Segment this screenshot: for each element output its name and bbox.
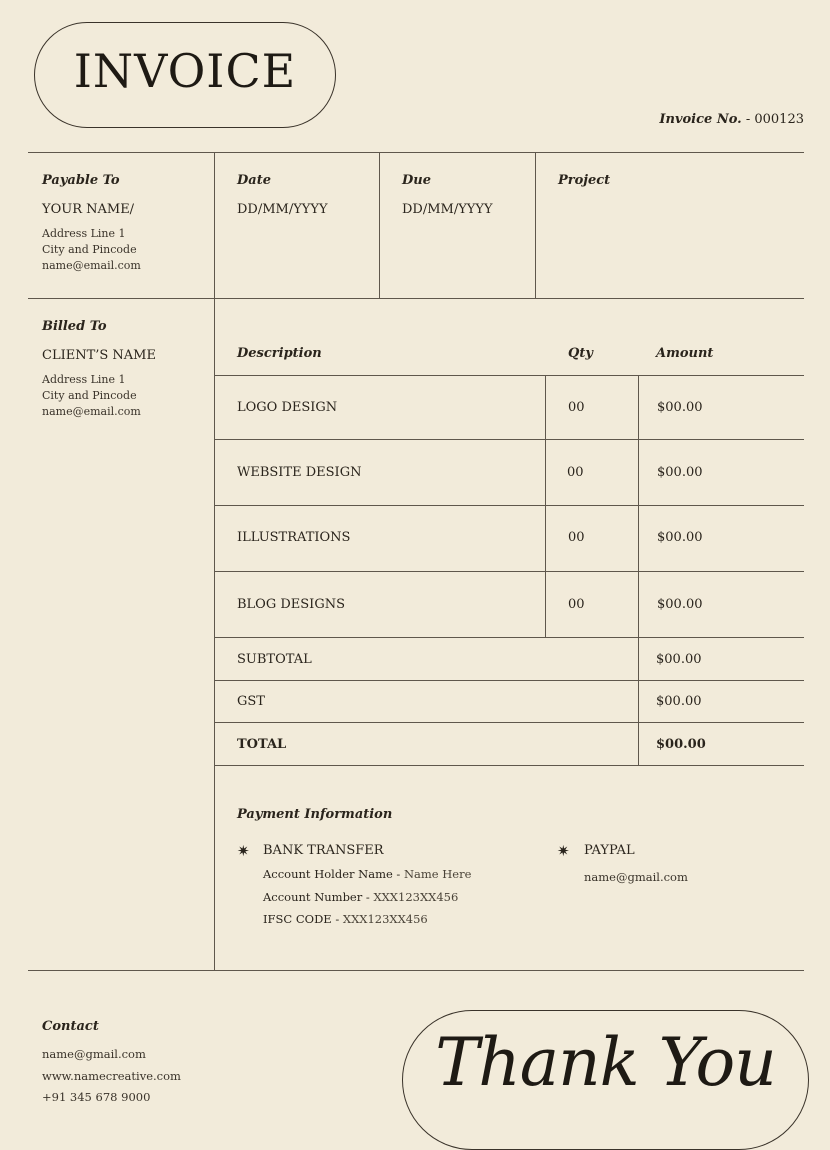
divider: [214, 637, 804, 638]
divider: [214, 680, 804, 681]
payable-to-label: Payable To: [42, 173, 120, 188]
divider: [28, 298, 804, 299]
subtotal-value: $00.00: [656, 652, 702, 667]
invoice-number-sep: -: [745, 112, 751, 127]
row-description: LOGO DESIGN: [237, 400, 338, 415]
ifsc-code: [263, 911, 428, 927]
payable-name: YOUR NAME/: [42, 202, 135, 217]
column-header-qty: Qty: [568, 346, 593, 361]
contact-label: Contact: [42, 1019, 99, 1034]
payable-address-1: Address Line 1: [42, 227, 126, 240]
row-description: WEBSITE DESIGN: [237, 465, 362, 480]
subtotal-label: SUBTOTAL: [237, 652, 312, 667]
account-number-value: XXX123XX456: [373, 890, 459, 904]
page-title: INVOICE: [73, 44, 297, 98]
payment-info-title: Payment Information: [237, 807, 393, 822]
starburst-icon: ✷: [557, 842, 570, 860]
row-qty: 00: [568, 597, 585, 612]
thank-you-text: Thank You: [435, 1024, 776, 1101]
row-qty: 00: [568, 530, 585, 545]
gst-label: GST: [237, 694, 265, 709]
invoice-number: [659, 112, 804, 127]
column-header-description: Description: [237, 346, 322, 361]
payable-address-2: City and Pincode: [42, 243, 137, 256]
row-qty: 00: [568, 400, 585, 415]
total-label: TOTAL: [237, 737, 287, 752]
divider: [638, 375, 639, 765]
row-qty: 00: [567, 465, 584, 480]
paypal-label: PAYPAL: [584, 843, 635, 858]
account-holder: [263, 866, 471, 882]
date-value: DD/MM/YYYY: [237, 202, 328, 217]
row-description: ILLUSTRATIONS: [237, 530, 351, 545]
client-address-1: Address Line 1: [42, 373, 126, 386]
divider: [214, 722, 804, 723]
invoice-number-value: 000123: [754, 112, 804, 127]
due-label: Due: [402, 173, 431, 188]
row-amount: $00.00: [657, 597, 703, 612]
client-email: name@email.com: [42, 405, 141, 418]
ifsc-code-label: IFSC CODE -: [263, 912, 340, 926]
divider: [214, 571, 804, 572]
payable-email: name@email.com: [42, 259, 141, 272]
paypal-email: name@gmail.com: [584, 870, 688, 884]
project-label: Project: [558, 173, 611, 188]
divider: [214, 375, 804, 376]
account-number: [263, 889, 458, 905]
account-number-label: Account Number -: [263, 890, 370, 904]
row-amount: $00.00: [657, 400, 703, 415]
divider: [379, 152, 380, 298]
account-holder-value: Name Here: [403, 867, 472, 881]
contact-phone: +91 345 678 9000: [42, 1090, 151, 1104]
row-description: BLOG DESIGNS: [237, 597, 345, 612]
date-label: Date: [237, 173, 271, 188]
divider: [214, 505, 804, 506]
row-amount: $00.00: [657, 465, 703, 480]
divider: [28, 970, 804, 971]
divider: [214, 152, 215, 971]
divider: [545, 375, 546, 637]
bank-transfer-label: BANK TRANSFER: [263, 843, 384, 858]
divider: [214, 765, 804, 766]
starburst-icon: ✷: [237, 842, 250, 860]
contact-website: www.namecreative.com: [42, 1069, 181, 1083]
gst-value: $00.00: [656, 694, 702, 709]
billed-to-label: Billed To: [42, 319, 107, 334]
ifsc-code-value: XXX123XX456: [342, 912, 428, 926]
account-holder-label: Account Holder Name -: [263, 867, 401, 881]
contact-email: name@gmail.com: [42, 1047, 146, 1061]
row-amount: $00.00: [657, 530, 703, 545]
client-address-2: City and Pincode: [42, 389, 137, 402]
column-header-amount: Amount: [656, 346, 714, 361]
due-value: DD/MM/YYYY: [402, 202, 493, 217]
invoice-number-label: Invoice No.: [659, 112, 742, 127]
divider: [214, 439, 804, 440]
total-value: $00.00: [656, 737, 706, 752]
client-name: CLIENT’S NAME: [42, 348, 156, 363]
divider: [28, 152, 804, 153]
divider: [535, 152, 536, 298]
